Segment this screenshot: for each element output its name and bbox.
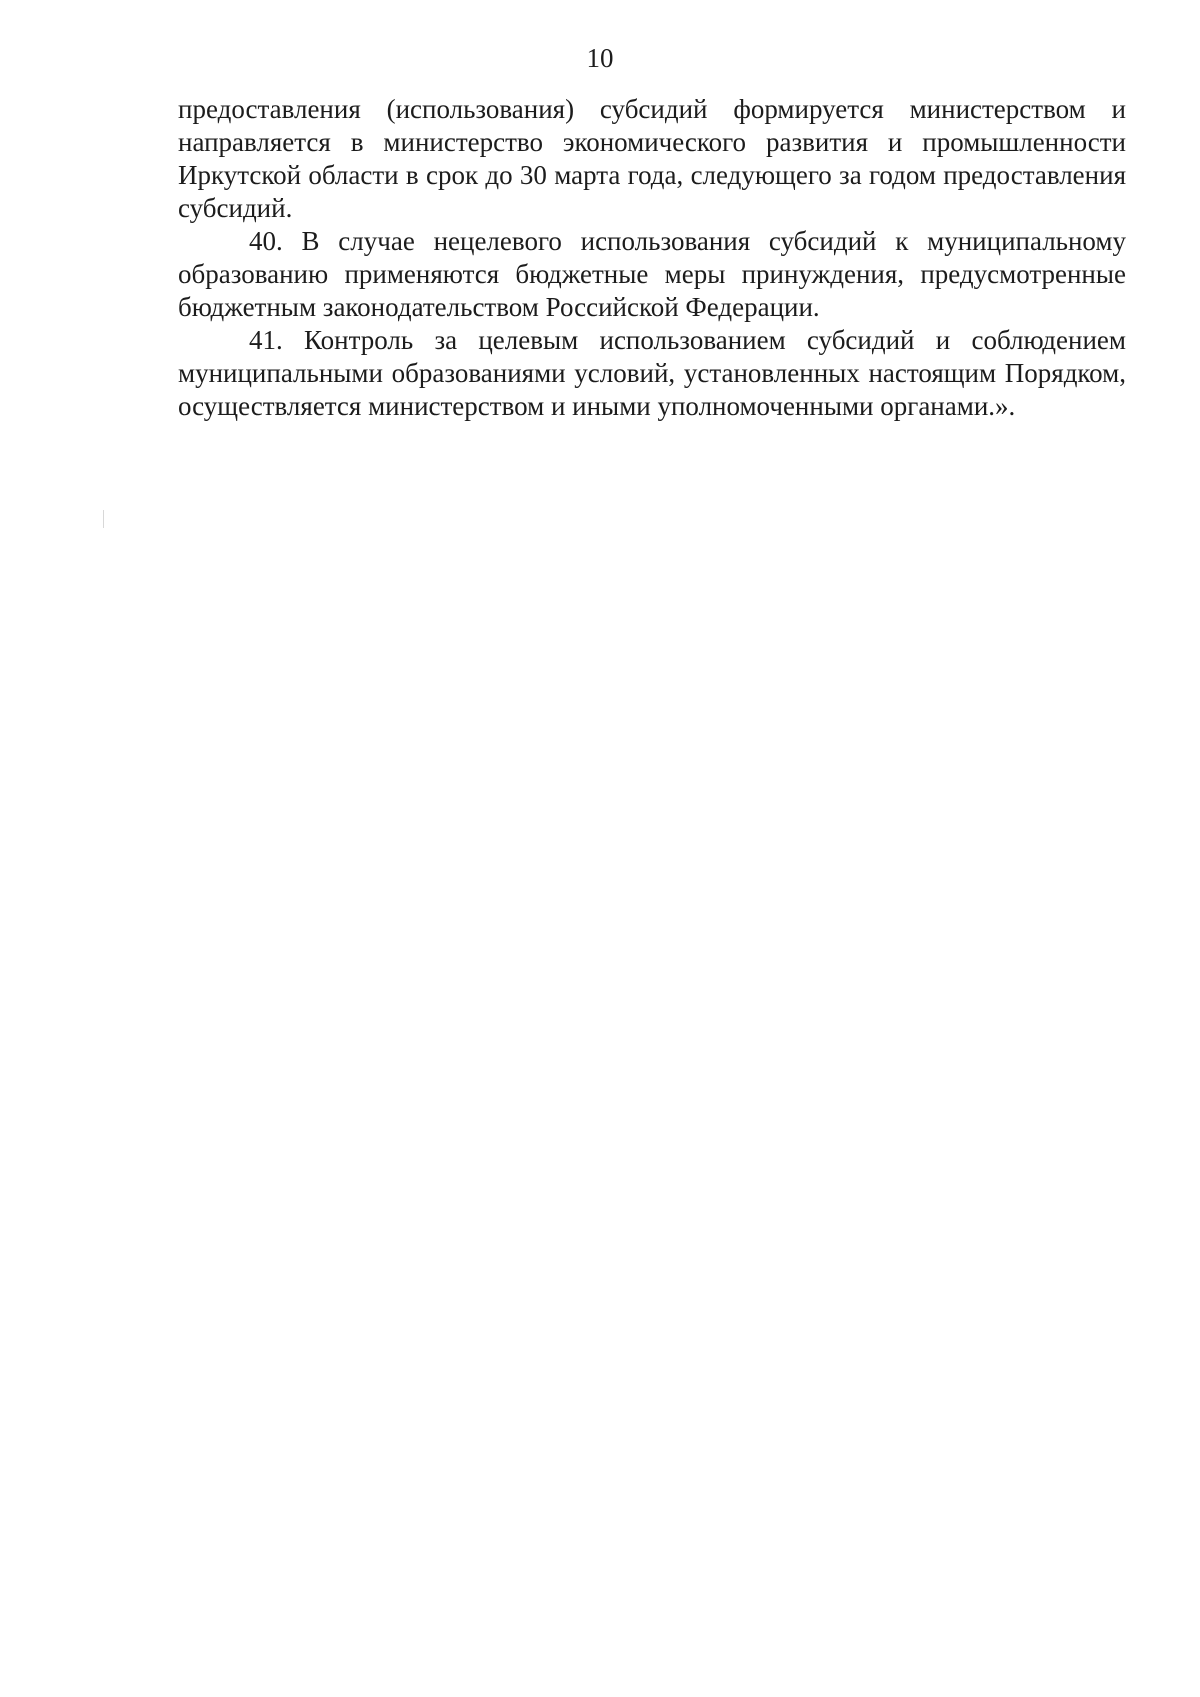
paragraph-40: 40. В случае нецелевого использования субсидий к муниципальному образованию применяются бюджетные меры принуждения, предусмотренные бюджетным законодательством Российской Федерации. <box>178 226 1126 322</box>
page-number: 10 <box>586 43 614 73</box>
paragraph-41: 41. Контроль за целевым использованием субсидий и соблюдением муниципальными образованиями условий, установленных настоящим Порядком, осуществляется министерством и иными уполномоченными органами.». <box>178 325 1126 421</box>
paragraph-continuation: предоставления (использования) субсидий формируется министерством и направляется в министерство экономического развития и промышленности Иркутской области в срок до 30 марта года, следующего за годом предоставления субсидий. <box>178 94 1126 223</box>
scan-margin-mark <box>103 510 104 528</box>
document-body <box>178 93 1126 423</box>
